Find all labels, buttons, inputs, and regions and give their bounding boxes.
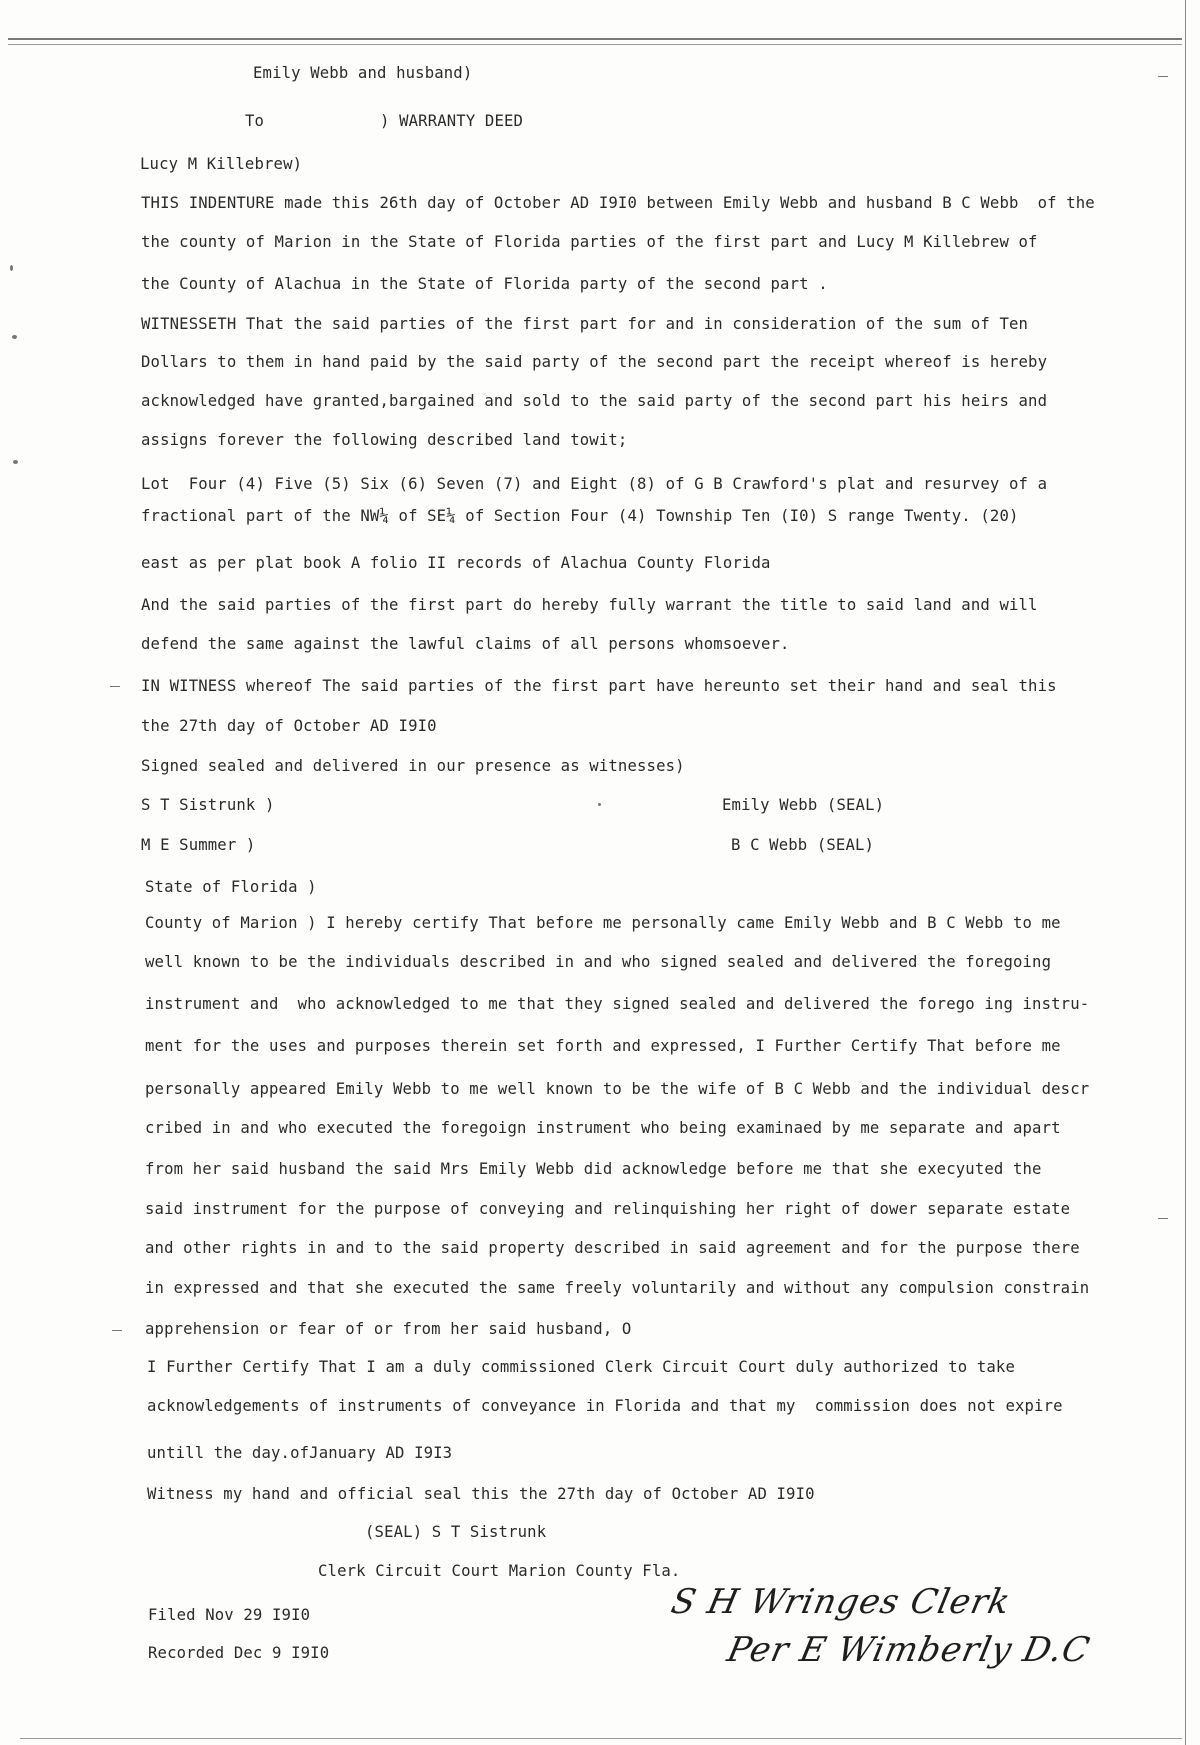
handwritten-signature-clerk: S H Wringes Clerk (667, 1582, 1015, 1622)
venue-state: State of Florida ) (145, 878, 317, 896)
seal-title: Clerk Circuit Court Marion County Fla. (318, 1562, 681, 1580)
certificate-line: apprehension or fear of or from her said husband, O (145, 1320, 632, 1338)
bottom-border-rule (20, 1738, 1182, 1739)
warranty-line: And the said parties of the first part do hereby fully warrant the title to said land and will (141, 596, 1038, 614)
certificate-line: cribed in and who executed the foregoign instrument who being examinaed by me separate and apart (145, 1119, 1061, 1137)
scan-speck (598, 803, 601, 806)
filed-date: Filed Nov 29 I9I0 (148, 1606, 311, 1624)
top-border-rule-inner (8, 44, 1182, 45)
certificate-line: personally appeared Emily Webb to me well known to be the wife of B C Webb and the individual descr (145, 1080, 1090, 1098)
signer-name: B C Webb (SEAL) (731, 836, 875, 854)
witness-name: M E Summer ) (141, 836, 256, 854)
margin-dash (1158, 1218, 1168, 1219)
recorded-date: Recorded Dec 9 I9I0 (148, 1644, 330, 1662)
scan-speck (13, 460, 18, 464)
clerk-certify-line: I Further Certify That I am a duly commissioned Clerk Circuit Court duly authorized to take (147, 1358, 1015, 1376)
handwritten-signature-deputy: Per E Wimberly D.C (723, 1630, 1094, 1670)
certificate-line: well known to be the individuals described in and who signed sealed and delivered the foregoing (145, 953, 1052, 971)
grantor-line: Emily Webb and husband) (253, 64, 473, 82)
land-description-line: east as per plat book A folio II records of Alachua County Florida (141, 554, 771, 572)
signed-line: Signed sealed and delivered in our presence as witnesses) (141, 757, 685, 775)
certificate-line: said instrument for the purpose of conveying and relinquishing her right of dower separate estate (145, 1200, 1071, 1218)
indenture-line: THIS INDENTURE made this 26th day of October AD I9I0 between Emily Webb and husband B C Webb of the (141, 194, 1095, 212)
indenture-line: the county of Marion in the State of Florida parties of the first part and Lucy M Killebrew of (141, 233, 1038, 251)
margin-dash (110, 686, 120, 687)
certificate-line: ment for the uses and purposes therein set forth and expressed, I Further Certify That before me (145, 1037, 1061, 1055)
right-margin-rule (1185, 0, 1186, 1745)
deed-type: ) WARRANTY DEED (380, 112, 524, 130)
top-border-rule (8, 38, 1182, 40)
margin-dash (112, 1330, 122, 1331)
scan-speck (10, 265, 13, 271)
scan-speck (12, 335, 17, 339)
warranty-line: defend the same against the lawful claims of all persons whomsoever. (141, 635, 790, 653)
clerk-certify-line: untill the day.ofJanuary AD I9I3 (147, 1444, 453, 1462)
witnesseth-line: assigns forever the following described land towit; (141, 431, 628, 449)
indenture-line: the County of Alachua in the State of Florida party of the second part . (141, 275, 828, 293)
witness-name: S T Sistrunk ) (141, 796, 275, 814)
certificate-line: from her said husband the said Mrs Emily Webb did acknowledge before me that she execyuted the (145, 1160, 1042, 1178)
margin-dash (1158, 76, 1168, 77)
certificate-line: County of Marion ) I hereby certify That before me personally came Emily Webb and B C Webb to me (145, 914, 1061, 932)
witnesseth-line: Dollars to them in hand paid by the said party of the second part the receipt whereof is hereby (141, 353, 1048, 371)
to-label: To (245, 112, 265, 130)
certificate-line: instrument and who acknowledged to me that they signed sealed and delivered the forego ing instru- (145, 995, 1090, 1013)
witnesseth-line: acknowledged have granted,bargained and sold to the said party of the second part his heirs and (141, 392, 1048, 410)
clerk-certify-line: acknowledgements of instruments of conveyance in Florida and that my commission does not expire (147, 1397, 1063, 1415)
in-witness-line: IN WITNESS whereof The said parties of the first part have hereunto set their hand and seal this (141, 677, 1057, 695)
land-description-line: fractional part of the NW¼ of SE¼ of Section Four (4) Township Ten (I0) S range Twenty. (20) (141, 507, 1019, 525)
certificate-line: in expressed and that she executed the same freely voluntarily and without any compulsion constrain (145, 1279, 1090, 1297)
signer-name: Emily Webb (SEAL) (722, 796, 885, 814)
witness-seal-line: Witness my hand and official seal this the 27th day of October AD I9I0 (147, 1485, 815, 1503)
witnesseth-line: WITNESSETH That the said parties of the first part for and in consideration of the sum of Ten (141, 315, 1029, 333)
certificate-line: and other rights in and to the said property described in said agreement and for the purpose there (145, 1239, 1080, 1257)
seal-signer: (SEAL) S T Sistrunk (365, 1523, 547, 1541)
land-description-line: Lot Four (4) Five (5) Six (6) Seven (7) and Eight (8) of G B Crawford's plat and resurvey of a (141, 475, 1048, 493)
grantee-line: Lucy M Killebrew) (140, 155, 303, 173)
in-witness-line: the 27th day of October AD I9I0 (141, 717, 437, 735)
